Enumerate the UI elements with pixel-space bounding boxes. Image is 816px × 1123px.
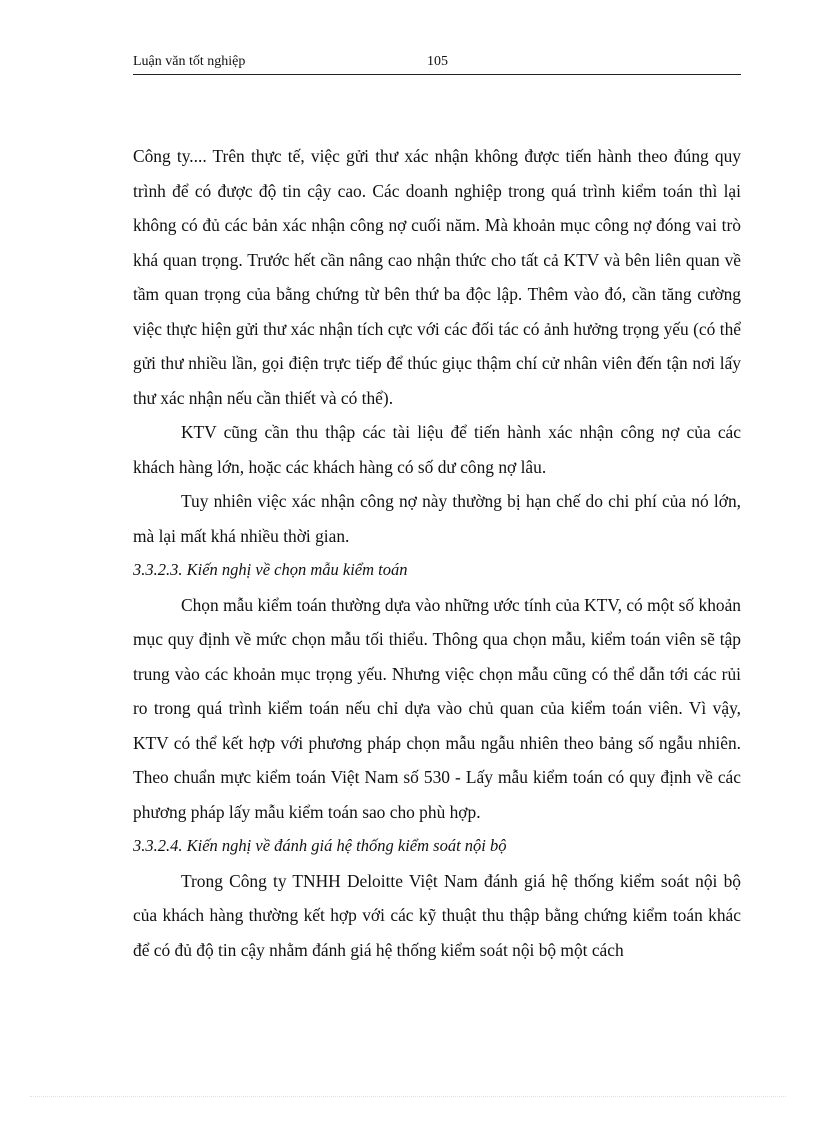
body-text xyxy=(133,139,741,967)
paragraph: Trong Công ty TNHH Deloitte Việt Nam đánh giá hệ thống kiểm soát nội bộ của khách hàng thường kết hợp với các kỹ thuật thu thập bằng chứng kiểm toán khác để có đủ độ tin cậy nhằm đánh giá hệ thống kiểm soát nội bộ một cách xyxy=(133,870,741,960)
paragraph: Tuy nhiên việc xác nhận công nợ này thường bị hạn chế do chi phí của nó lớn, mà lại mất khá nhiều thời gian. xyxy=(133,491,741,546)
page-number: 105 xyxy=(427,54,448,69)
paragraph: KTV cũng cần thu thập các tài liệu để tiến hành xác nhận công nợ của các khách hàng lớn, hoặc các khách hàng có số dư công nợ lâu. xyxy=(133,422,741,477)
page-bottom-divider xyxy=(30,1096,786,1097)
page-header xyxy=(133,54,741,75)
paragraph: Công ty.... Trên thực tế, việc gửi thư xác nhận không được tiến hành theo đúng quy trình để có được độ tin cậy cao. Các doanh nghiệp trong quá trình kiểm toán thì lại không có đủ các bản xác nhận công nợ cuối năm. Mà khoản mục công nợ đóng vai trò khá quan trọng. Trước hết cần nâng cao nhận thức cho tất cả KTV và bên liên quan về tầm quan trọng của bằng chứng từ bên thứ ba độc lập. Thêm vào đó, cần tăng cường việc thực hiện gửi thư xác nhận tích cực với các đối tác có ảnh hưởng trọng yếu (có thể gửi thư nhiều lần, gọi điện trực tiếp để thúc giục thậm chí cử nhân viên đến tận nơi lấy thư xác nhận nếu cần thiết và có thể). xyxy=(133,146,741,408)
section-heading: 3.3.2.3. Kiến nghị về chọn mẫu kiểm toán xyxy=(133,560,408,579)
section-heading: 3.3.2.4. Kiến nghị về đánh giá hệ thống kiểm soát nội bộ xyxy=(133,836,507,855)
header-title: Luận văn tốt nghiệp xyxy=(133,54,246,69)
paragraph: Chọn mẫu kiểm toán thường dựa vào những ước tính của KTV, có một số khoản mục quy định về mức chọn mẫu tối thiểu. Thông qua chọn mẫu, kiểm toán viên sẽ tập trung vào các khoản mục trọng yếu. Nhưng việc chọn mẫu cũng có thể dẫn tới các rủi ro trong quá trình kiểm toán nếu chỉ dựa vào chủ quan của kiểm toán viên. Vì vậy, KTV có thể kết hợp với phương pháp chọn mẫu ngẫu nhiên theo bảng số ngẫu nhiên. Theo chuẩn mực kiểm toán Việt Nam số 530 - Lấy mẫu kiểm toán có quy định về các phương pháp lấy mẫu kiểm toán sao cho phù hợp. xyxy=(133,594,741,822)
